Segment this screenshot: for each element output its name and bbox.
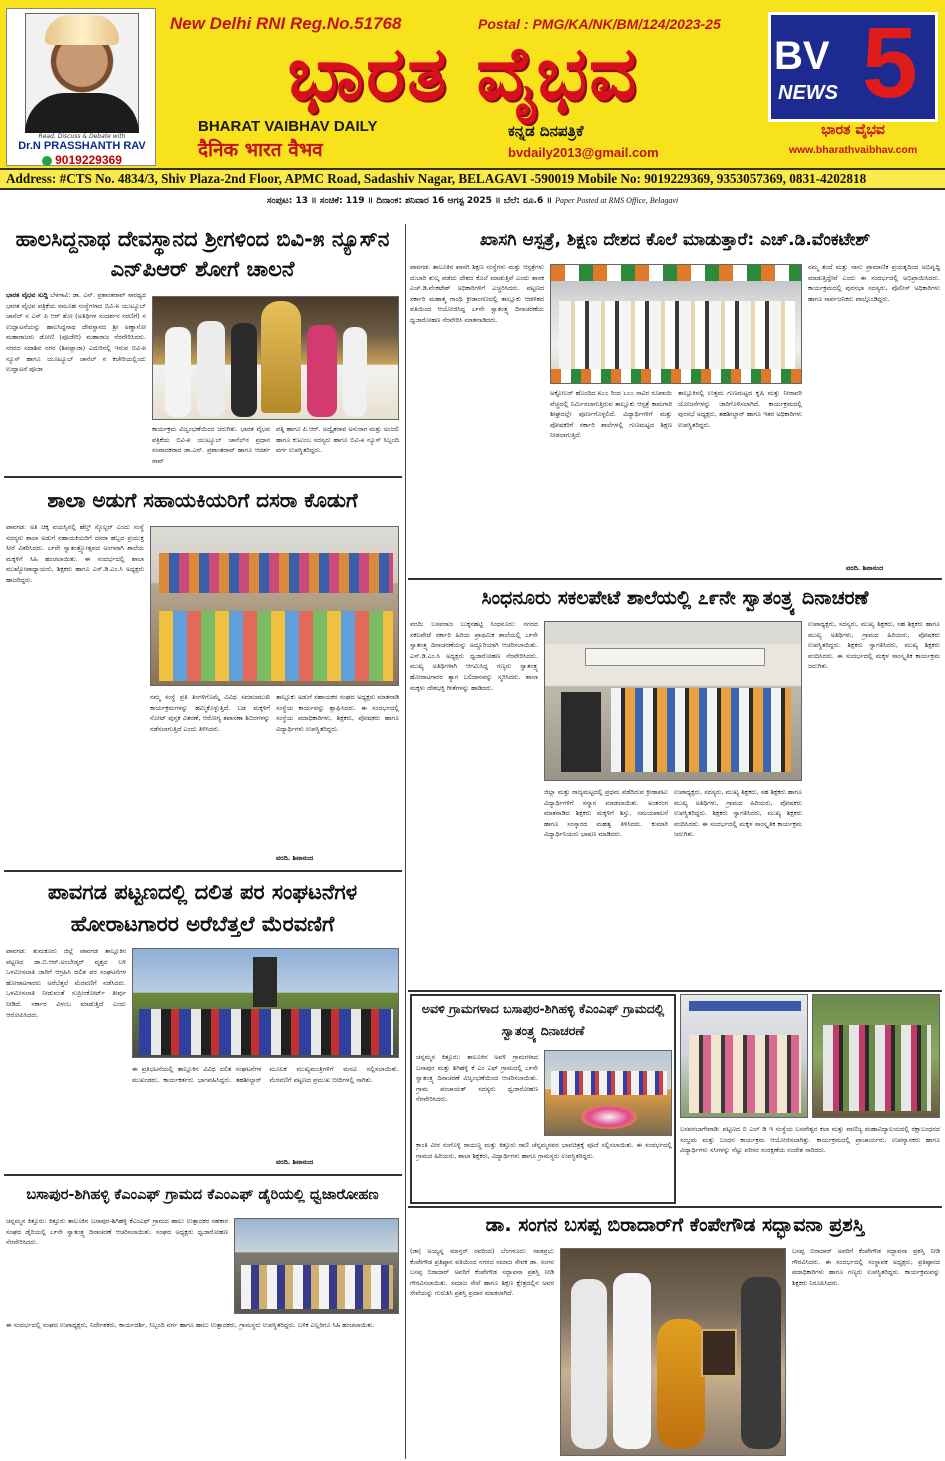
article-column: ತಾಲ್ಲೂಕಿನಲ್ಲಿ ಉತ್ತಮ ಗುಣಮಟ್ಟದ ಕೃಷಿ ಮತ್ತು ನೀರಾವರಿ ಯೋಜನೆಗಳನ್ನು ಜಾರಿಗೊಳಿಸಲಾಗಿದೆ. ಕಾರ್ಯಕ್ರಮದಲ್ಲಿ ಪುರಸಭೆ ಅಧ್ಯಕ್ಷರು, ತಹಶೀಲ್ದಾರ್ ಹಾಗೂ ಇತರ ಅಧಿಕಾರಿಗಳು ಉಪಸ್ಥಿತರಿದ್ದರು. xyxy=(678,389,802,429)
masthead xyxy=(0,0,945,168)
article-byline: ವರದಿ. ಶಿವಾನಂದ xyxy=(276,854,314,862)
article-text: ಉಪಾಧ್ಯಕ್ಷರು, ಸದಸ್ಯರು, ಮುಖ್ಯ ಶಿಕ್ಷಕರು, ಸಹ ಶಿಕ್ಷಕರು ಹಾಗೂ ಮುಖ್ಯ ಅತಿಥಿಗಳು, ಗ್ರಾಮದ ಹಿರಿಯರು, ಪೋಷಕರು ಉಪಸ್ಥಿತರಿದ್ದರು. ಶಿಕ್ಷಕರು ಸ್ವಾಗತಿಸಿದರು, ಮುಖ್ಯ ಶಿಕ್ಷಕರು ವಂದಿಸಿದರು. ಈ ಸಂದರ್ಭದಲ್ಲಿ ಮಕ್ಕಳ ಸಾಂಸ್ಕೃತಿಕ ಕಾರ್ಯಕ್ರಮ ಜರುಗಿತು. xyxy=(808,620,940,671)
article-column: ಚನ್ನಮ್ಮನ ಕಿತ್ತೂರು: ಕಿತ್ತೂರು ತಾಲೂಕಿನ ಬಸಾಪುರ-ಶಿಗಿಹಳ್ಳಿ ಕೆಎಂಎಫ್ ಗ್ರಾಮದ ಹಾಲು ಉತ್ಪಾದಕರ ಸಹಕಾರ ಸಂಘದ ಡೈರಿಯಲ್ಲಿ ೭೯ನೇ ಸ್ವಾತಂತ್ರ್ಯ ದಿನಾಚರಣೆ ಆಚರಿಸಲಾಯಿತು. ಸಂಘದ ಅಧ್ಯಕ್ಷರು ಧ್ವಜಾರೋಹಣ ನೆರವೇರಿಸಿದರು. xyxy=(6,1217,228,1247)
article-photo xyxy=(234,1218,399,1314)
article-headline: ಪಾವಗಡ ಪಟ್ಟಣದಲ್ಲಿ ದಲಿತ ಪರ ಸಂಘಟನೆಗಳ ಹೋರಾಟಗಾರರ ಅರೆಬೆತ್ತಲೆ ಮೆರವಣಿಗೆ xyxy=(47,880,358,936)
issue-line xyxy=(0,196,945,206)
issue-details: ಸಂಪುಟ: 13 ॥ ಸಂಚಿಕೆ: 119 ॥ ದಿನಾಂಕ: ಶನಿವಾರ 16 ಆಗಸ್ಟ 2025 ॥ ಬೆಲೆ: ರೂ.6 ॥ xyxy=(266,196,552,206)
article-column: ತಾಲ್ಲೂಕು ಅಡುಗೆ ಸಹಾಯಕರ ಸಂಘದ ಅಧ್ಯಕ್ಷರು ಮಾತನಾಡಿ ಸಂಸ್ಥೆಯ ಕಾರ್ಯವನ್ನು ಶ್ಲಾಘಿಸಿದರು. ಈ ಸಂದರ್ಭದಲ್ಲಿ ಸಂಸ್ಥೆಯ ಪದಾಧಿಕಾರಿಗಳು, ಶಿಕ್ಷಕರು, ಪೋಷಕರು ಹಾಗೂ ವಿದ್ಯಾರ್ಥಿಗಳು ಉಪಸ್ಥಿತರಿದ್ದರು. xyxy=(276,693,399,733)
article-column xyxy=(808,619,940,987)
rni-number: New Delhi RNI Reg.No.51768 xyxy=(170,14,402,33)
article-column: (ಡಾ| ಅಯ್ಯನ್ನ ಮಾಸ್ತರ್ ರವರಿಂದ) ಬೆಂಗಳೂರು: ನಾಡಪ್ರಭು ಕೆಂಪೇಗೌಡ ಪ್ರತಿಷ್ಠಾನ ವತಿಯಿಂದ ನಗರದ ಸಮಾಜ ಸೇವಕ ಡಾ. ಸಂಗನ ಬಸಪ್ಪ ಬಿರಾದಾರ್ ಅವರಿಗೆ ಕೆಂಪೇಗೌಡ ಸದ್ಭಾವನಾ ಪ್ರಶಸ್ತಿ ನೀಡಿ ಗೌರವಿಸಲಾಯಿತು. ಸಮಾಜ ಸೇವೆ ಹಾಗೂ ಶಿಕ್ಷಣ ಕ್ಷೇತ್ರದಲ್ಲಿನ ಅವರ ಸೇವೆಯನ್ನು ಗುರುತಿಸಿ ಪ್ರಶಸ್ತಿ ಪ್ರದಾನ ಮಾಡಲಾಗಿದೆ. xyxy=(410,1247,554,1298)
editor-portrait xyxy=(6,8,156,166)
address-bar: Address: #CTS No. 4834/3, Shiv Plaza-2nd Floor, APMC Road, Sadashiv Nagar, BELAGAVI -590019 Mobile No: 9019229369, 9353057369, 0831-4202818 xyxy=(0,168,945,190)
article-column: ವರದಿ: ಬಸವರಾಜ ಬುಕ್ಕನಹಟ್ಟಿ ಸಿಂಧನೂರು: ನಗರದ ಸಕಲಪೇಟೆ ಸರ್ಕಾರಿ ಹಿರಿಯ ಪ್ರಾಥಮಿಕ ಶಾಲೆಯಲ್ಲಿ ೭೯ನೇ ಸ್ವಾತಂತ್ರ್ಯ ದಿನಾಚರಣೆಯನ್ನು ಅದ್ದೂರಿಯಾಗಿ ಆಚರಿಸಲಾಯಿತು. ಎಸ್.ಡಿ.ಎಂ.ಸಿ ಅಧ್ಯಕ್ಷರು ಧ್ವಜಾರೋಹಣ ನೆರವೇರಿಸಿದರು. ಮುಖ್ಯ ಅತಿಥಿಗಳಾಗಿ ಆಗಮಿಸಿದ್ದ ಗಣ್ಯರು ಸ್ವಾತಂತ್ರ್ಯ ಹೋರಾಟಗಾರರ ತ್ಯಾಗ ಬಲಿದಾನವನ್ನು ಸ್ಮರಿಸಿದರು. ಶಾಲಾ ಮಕ್ಕಳು ದೇಶಭಕ್ತಿ ಗೀತೆಗಳನ್ನು ಹಾಡಿದರು. xyxy=(410,620,538,692)
article-column: ನಮ್ಮ ತಂದೆ ಮತ್ತು ನಾನು ಪ್ರಾಮಾಣಿಕ ಪ್ರಯತ್ನದಿಂದ ಅಭಿವೃದ್ಧಿ ಮಾಡುತ್ತಿದ್ದೇವೆ ಎಂದು ಈ ಸಂದರ್ಭದಲ್ಲಿ ಅಭಿಪ್ರಾಯಿಸಿದರು. ಕಾರ್ಯಕ್ರಮದಲ್ಲಿ ಪುರಸಭಾ ಸದಸ್ಯರು, ಪೊಲೀಸ್ ಅಧಿಕಾರಿಗಳು ಹಾಗೂ ಸಾರ್ವಜನಿಕರು ಪಾಲ್ಗೊಂಡಿದ್ದರು. xyxy=(808,263,940,303)
article-headline: ಸಿಂಧನೂರು ಸಕಲಪೇಟೆ ಶಾಲೆಯಲ್ಲಿ ೭೯ನೇ ಸ್ವಾತಂತ್ರ್ಯ ದಿನಾಚರಣೆ xyxy=(481,587,869,609)
column-divider xyxy=(405,224,406,1459)
article-column: ಉಪಾಧ್ಯಕ್ಷರು, ಸದಸ್ಯರು, ಮುಖ್ಯ ಶಿಕ್ಷಕರು, ಸಹ ಶಿಕ್ಷಕರು ಹಾಗೂ ಮುಖ್ಯ ಅತಿಥಿಗಳು, ಗ್ರಾಮದ ಹಿರಿಯರು, ಪೋಷಕರು ಉಪಸ್ಥಿತರಿದ್ದರು. ಶಿಕ್ಷಕರು ಸ್ವಾಗತಿಸಿದರು, ಮುಖ್ಯ ಶಿಕ್ಷಕರು ವಂದಿಸಿದರು. ಈ ಸಂದರ್ಭದಲ್ಲಿ ಮಕ್ಕಳ ಸಾಂಸ್ಕೃತಿಕ ಕಾರ್ಯಕ್ರಮ ಜರುಗಿತು. xyxy=(674,788,802,839)
bv5-logo-five: 5 xyxy=(862,7,918,119)
article-column xyxy=(6,290,146,420)
article-column: ನಮ್ಮ ಸಂಸ್ಥೆ ಪ್ರತಿ ತಿಂಗಳಿಗೊಮ್ಮೆ ವಿವಿಧ ಸಮಾಜಮುಖಿ ಕಾರ್ಯಕ್ರಮಗಳನ್ನು ಹಮ್ಮಿಕೊಳ್ಳುತ್ತಿದೆ. ಬಡ ಮಕ್ಕಳಿಗೆ ನೋಟ್ ಪುಸ್ತಕ ವಿತರಣೆ, ಆರೋಗ್ಯ ತಪಾಸಣಾ ಶಿಬಿರಗಳನ್ನು ನಡೆಸಲಾಗುತ್ತಿದೆ ಎಂದು ತಿಳಿಸಿದರು. xyxy=(150,693,270,733)
article-photo xyxy=(560,1248,786,1456)
article-kempegowda-award xyxy=(410,1210,940,1459)
article-column: ಬಸವನಬಾಗೇವಾಡಿ: ಪಟ್ಟಣದ ಬಿ ಎಲ್ ಡಿ ಇ ಸಂಸ್ಥೆಯ ಬಸವೇಶ್ವರ ಕಲಾ ಮತ್ತು ವಾಣಿಜ್ಯ ಮಹಾವಿದ್ಯಾಲಯದಲ್ಲಿ ರಕ್ಷಾಬಂಧನದ ಸಂಭ್ರಮ ಮತ್ತು ಬಂಧನ ಕಾರ್ಯಕ್ರಮ ಆಯೋಜಿಸಲಾಗಿತ್ತು. ಕಾರ್ಯಕ್ರಮದಲ್ಲಿ ಪ್ರಾಚಾರ್ಯರು, ಉಪನ್ಯಾಸಕರು ಹಾಗೂ ವಿದ್ಯಾರ್ಥಿಗಳು ಸಸಿಗಳನ್ನು ನೆಟ್ಟು ಪರಿಸರ ಸಂರಕ್ಷಣೆಯ ಸಂದೇಶ ಸಾರಿದರು. xyxy=(680,1125,940,1155)
portrait-tagline: Read, Discuss & Debate with xyxy=(38,133,126,140)
contact-email[interactable]: bvdaily2013@gmail.com xyxy=(508,145,659,160)
posted-note: Paper Posted at RMS Office, Belagavi xyxy=(555,196,679,205)
article-column: ಜಿಲ್ಲಾ ಮತ್ತು ರಾಜ್ಯಮಟ್ಟದಲ್ಲಿ ಪ್ರಥಮ ಪಡೆದಿರುವ ಕ್ರೀಡಾಪಟು ವಿದ್ಯಾರ್ಥಿಗಳಿಗೆ ಸನ್ಮಾನ ಮಾಡಲಾಯಿತು. ಅಂತರಂಗ ಮಾತನಾಡಿದ ಶಿಕ್ಷಕರು ಮಕ್ಕಳಿಗೆ ಶಿಸ್ತು, ಸಮಯಪಾಲನೆ ಹಾಗೂ ಸಂಸ್ಕಾರದ ಮಹತ್ವ ತಿಳಿಸಿದರು. ಕುಮಾರಿ ವಿದ್ಯಾರ್ಥಿನಿಯರು ಭಾಷಣ ಮಾಡಿದರು. xyxy=(544,788,668,839)
article-lead: ಭಾರತ ವೈಭವ ಸುದ್ದಿ xyxy=(6,291,48,299)
section-divider xyxy=(408,990,942,992)
article-column: ಪಾವಗಡ: ತುಮಕೂರು ಜಿಲ್ಲೆ ಪಾವಗಡ ತಾಲ್ಲೂಕಿನ ಪಟ್ಟಣದ ಡಾ.ಬಿ.ಆರ್.ಅಂಬೇಡ್ಕರ್ ವೃತ್ತದ ಬಳಿ ಒಳಮೀಸಲಾತಿ ಜಾರಿಗೆ ಆಗ್ರಹಿಸಿ ದಲಿತ ಪರ ಸಂಘಟನೆಗಳ ಹೋರಾಟಗಾರರು ಅರೆಬೆತ್ತಲೆ ಮೆರವಣಿಗೆ ನಡೆಸಿದರು. ಒಳಮೀಸಲಾತಿ ನೀಡುವಂತೆ ಸುಪ್ರೀಂಕೋರ್ಟ್ ತೀರ್ಪು ನೀಡಿದೆ. ಸರ್ಕಾರ ವಿಳಂಬ ಮಾಡುತ್ತಿದೆ ಎಂದು ಆರೋಪಿಸಿದರು. xyxy=(6,947,126,1019)
article-sindhanur-school xyxy=(410,583,940,990)
article-photo xyxy=(544,621,802,781)
website-link[interactable]: www.bharathvaibhav.com xyxy=(788,144,918,156)
article-photo xyxy=(544,1050,672,1136)
turban-graphic xyxy=(45,15,119,45)
article-headline: ಬಸಾಪುರ-ಶಿಗಿಹಳ್ಳಿ ಕೆಎಂಎಫ್ ಗ್ರಾಮದ ಕೆಎಂಎಫ್ ಡೈರಿಯಲ್ಲಿ ಧ್ವಜಾರೋಹಣ xyxy=(26,1187,379,1203)
editor-phone xyxy=(7,153,157,167)
article-photo xyxy=(132,948,399,1058)
article-headline: ಡಾ. ಸಂಗನ ಬಸಪ್ಪ ಬಿರಾದಾರ್‌ಗೆ ಕೆಂಪೇಗೌಡ ಸದ್ಭಾವನಾ ಪ್ರಶಸ್ತಿ xyxy=(485,1214,865,1236)
article-halasiddhanatha xyxy=(6,224,399,474)
bv5-logo-kannada: ಭಾರತ ವೈಭವ xyxy=(821,122,885,138)
article-headline: ಖಾಸಗಿ ಆಸ್ಪತ್ರೆ, ಶಿಕ್ಷಣ ದೇಶದ ಕೊಲೆ ಮಾಡುತ್ತಾರೆ: ಎಚ್.ಡಿ.ವೆಂಕಟೇಶ್ xyxy=(479,230,871,250)
kannada-daily-label: ಕನ್ನಡ ದಿನಪತ್ರಿಕೆ xyxy=(508,122,584,140)
article-twin-villages xyxy=(410,994,676,1204)
bv5-news-logo xyxy=(768,7,938,158)
article-byline: ವರದಿ. ಶಿವಾನಂದ xyxy=(276,1158,314,1166)
postal-registration: Postal : PMG/KA/NK/BM/124/2023-25 xyxy=(478,16,721,32)
article-tree-planting xyxy=(680,994,940,1204)
bv5-logo-news: NEWS xyxy=(778,82,838,104)
article-column: ಪಾವಗಡ: ತಾಲೂಕಿನ ಖಾಸಗಿ ಶಿಕ್ಷಣ ಸಂಸ್ಥೆಗಳು ಮತ್ತು ಆಸ್ಪತ್ರೆಗಳು ದುಬಾರಿ ಶುಲ್ಕ ಪಡೆದು ದೇಶದ ಕೊಲೆ ಮಾಡುತ್ತಿವೆ ಎಂದು ಶಾಸಕ ಎಚ್.ಡಿ.ವೆಂಕಟೇಶ್ ಅಧಿಕಾರಿಗಳಿಗೆ ಎಚ್ಚರಿಸಿದರು. ಪಟ್ಟಣದ ಸರ್ಕಾರಿ ಮಹಾತ್ಮ ಗಾಂಧಿ ಕ್ರೀಡಾಂಗಣದಲ್ಲಿ ತಾಲ್ಲೂಕು ಆಡಳಿತದ ವತಿಯಿಂದ ಆಯೋಜಿಸಿದ್ದ ೭೯ನೇ ಸ್ವಾತಂತ್ರ್ಯ ದಿನಾಚರಣೆಯ ಧ್ವಜಾರೋಹಣ ನೆರವೇರಿಸಿ ಮಾತನಾಡಿದರು. xyxy=(410,263,544,324)
editor-phone-number: 9019229369 xyxy=(55,153,122,167)
article-column: ಚನ್ನಮ್ಮನ ಕಿತ್ತೂರು: ತಾಲೂಕಿನ ಅವಳಿ ಗ್ರಾಮಗಳಾದ ಬಸಾಪುರ ಮತ್ತು ಶಿಗಿಹಳ್ಳಿ ಕೆ ಎಂ ಎಫ್ ಗ್ರಾಮದಲ್ಲಿ ೭೯ನೇ ಸ್ವಾತಂತ್ರ್ಯ ದಿನಾಚರಣೆ ವಿಜೃಂಭಣೆಯಿಂದ ಆಚರಿಸಲಾಯಿತು. ಗ್ರಾಮ ಪಂಚಾಯತ್ ಸದಸ್ಯರು ಧ್ವಜಾರೋಹಣ ನೆರವೇರಿಸಿದರು. xyxy=(416,1053,538,1104)
article-headline: ಹಾಲಸಿದ್ದನಾಥ ದೇವಸ್ಥಾನದ ಶ್ರೀಗಳಿಂದ ಬಿವಿ-೫ ನ್ಯೂಸ್‌ನ ಎನ್‌ಪಿಆರ್ ಶೋಗೆ ಚಾಲನೆ xyxy=(15,227,390,281)
article-photo xyxy=(680,994,808,1118)
article-column: ಕಾರ್ಯಕ್ರಮ ವಿಜೃಂಭಣೆಯಿಂದ ಜರುಗಿತು. ಭಾರತ ವೈಭವ ಪತ್ರಿಕೆಯ ಬಿವಿ-೫ ಯುಟ್ಯೂಬ್ ಚಾನೆಲ್‌ನ ಪ್ರಧಾನ ಸಂಪಾದಕರಾದ ಡಾ.ಎನ್. ಪ್ರಶಾಂತರಾವ್ ಹಾಗೂ ಆದರ್ಶ ರಾವ್ xyxy=(152,425,270,465)
article-column: ಅಕ್ಟೋಬರ್ ಹೊಂದಿದ ೫೦೦ ರಿಂದ ೬೦೦ ಸಾವಿರ ರೂಪಾಯಿ ವೆಚ್ಚದಲ್ಲಿ ನಿರ್ಮಿಸಲಾಗುತ್ತಿರುವ ತಾಲ್ಲೂಕು ಆಸ್ಪತ್ರೆ ಕಾಮಗಾರಿ ಶೀಘ್ರದಲ್ಲೇ ಪೂರ್ಣಗೊಳ್ಳಲಿದೆ. ವಿದ್ಯಾರ್ಥಿಗಳಿಗೆ ಮತ್ತು ಪೋಷಕರಿಗೆ ಸರ್ಕಾರಿ ಶಾಲೆಗಳಲ್ಲಿ ಗುಣಮಟ್ಟದ ಶಿಕ್ಷಣ ನೀಡಲಾಗುತ್ತಿದೆ. xyxy=(550,389,672,440)
bv5-logo-bv: BV xyxy=(774,34,830,78)
article-text: ಬೆಳಗಾವಿ: ಡಾ. ಎನ್. ಪ್ರಶಾಂತರಾವ್ ಸಾರಥ್ಯದ ಭಾರತ ವೈಭವ ಪತ್ರಿಕೆಯ ಸಮೂಹ ಸಂಸ್ಥೆಗಳಾದ ಬಿವಿ-೫ ಯುಟ್ಯೂಬ್ ಚಾನೆಲ್ ನ ಎನ್ ಪಿ ಆರ್ ಶೋ (ಅತಿಥಿಗಳ ಸಂದರ್ಶನ ಸರಣಿಗೆ) ನ ಉದ್ಘಾಟನೆಯನ್ನು ಹಾಲಸಿದ್ಧನಾಥ ದೇವಸ್ಥಾನದ ಶ್ರೀ ಅಣ್ಣಾಸೋ ಮಹಾರಾಜರು ಡೋಣಿ (ಪೂಜೇರಿ) ಮಹಾರಾಜ ನೆರವೇರಿಸಿದರು. ನಗರದ ಸದಾಶಿವ ನಗರ (ಶಿವಪ್ಲಾಜಾ) ಎದುರಿನಲ್ಲಿ ಇರುವ ಬಿವಿ-೫ ನ್ಯೂಸ್ ಹಾಗೂ ಯೂಟ್ಯೂಬ್ ಚಾನೆಲ್ ನ ಕಚೇರಿಯಲ್ಲಿಂದು ಉದ್ಘಾಟನೆ ಪೂಜಾ xyxy=(6,291,146,374)
article-private-hospital xyxy=(410,224,940,578)
newspaper-title-hindi: दैनिक भारत वैभव xyxy=(198,139,323,161)
article-column: ಪಾವಗಡ: ಅತಿ ಚಿಕ್ಕ ವಯಸ್ಸಿನಲ್ಲಿ ಹೆಲ್ತ್ ಸ್ಕೊಲ್ಟರ್ ಎಂದು ಸಂಸ್ಥೆ ಸದಸ್ಯರು ಶಾಲಾ ಅಡುಗೆ ಸಹಾಯಕಿಯರಿಗೆ ದಸರಾ ಹಬ್ಬದ ಪ್ರಯುಕ್ತ ಸೀರೆ ವಿತರಿಸಿದರು. ೭೯ನೇ ಸ್ವಾತಂತ್ರ್ಯೋತ್ಸವದ ಅಂಗವಾಗಿ ಶಾಲೆಯ ಮಕ್ಕಳಿಗೆ ಸಿಹಿ ಹಂಚಲಾಯಿತು. ಈ ಸಂದರ್ಭದಲ್ಲಿ ಶಾಲಾ ಮುಖ್ಯೋಪಾಧ್ಯಾಯರು, ಶಿಕ್ಷಕರು ಹಾಗೂ ಎಸ್.ಡಿ.ಎಂ.ಸಿ ಅಧ್ಯಕ್ಷರು ಹಾಜರಿದ್ದರು. xyxy=(6,523,144,584)
newspaper-title-english: BHARAT VAIBHAV DAILY xyxy=(198,118,378,135)
section-divider xyxy=(408,578,942,580)
article-photo xyxy=(150,526,399,686)
article-headline: ಶಾಲಾ ಅಡುಗೆ ಸಹಾಯಕಿಯರಿಗೆ ದಸರಾ ಕೊಡುಗೆ xyxy=(47,488,358,512)
article-photo xyxy=(550,264,802,384)
article-dasara-gift xyxy=(6,482,399,867)
article-photo xyxy=(152,296,399,420)
section-divider xyxy=(408,1206,942,1208)
article-column: ಈ ಸಂದರ್ಭದಲ್ಲಿ ಸಂಘದ ಉಪಾಧ್ಯಕ್ಷರು, ನಿರ್ದೇಶಕರು, ಕಾರ್ಯದರ್ಶಿ, ಸಿಬ್ಬಂದಿ ವರ್ಗ ಹಾಗೂ ಹಾಲು ಉತ್ಪಾದಕರು, ಗ್ರಾಮಸ್ಥರು ಉಪಸ್ಥಿತರಿದ್ದರು. ಬಳಿಕ ಎಲ್ಲರಿಗೂ ಸಿಹಿ ಹಂಚಲಾಯಿತು. xyxy=(6,1321,375,1329)
section-divider xyxy=(4,476,402,478)
article-column: ಈ ಪ್ರತಿಭಟನೆಯಲ್ಲಿ ತಾಲ್ಲೂಕಿನ ವಿವಿಧ ದಲಿತ ಸಂಘಟನೆಗಳ ಮುಖಂಡರು, ಕಾರ್ಯಕರ್ತರು ಭಾಗವಹಿಸಿದ್ದರು. ತಹಶೀಲ್ದಾರ್ ಮೂಲಕ ಮುಖ್ಯಮಂತ್ರಿಗಳಿಗೆ ಮನವಿ ಸಲ್ಲಿಸಲಾಯಿತು. ಮೆರವಣಿಗೆ ಪಟ್ಟಣದ ಪ್ರಮುಖ ಬೀದಿಗಳಲ್ಲಿ ಸಾಗಿತು. xyxy=(132,1065,399,1084)
whatsapp-icon xyxy=(42,156,52,166)
section-divider xyxy=(4,870,402,872)
newspaper-title-kannada: ಭಾರತ ವೈಭವ xyxy=(287,31,639,117)
section-divider xyxy=(4,1174,402,1176)
editor-name: Dr.N PRASSHANTH RAV xyxy=(18,140,146,152)
article-column: ಕ್ರಾಂತಿ ವೀರ ಸಂಗೊಳ್ಳಿ ರಾಯಣ್ಣ ಮತ್ತು ಕಿತ್ತೂರು ರಾಣಿ ಚೆನ್ನಮ್ಮನವರ ಭಾವಚಿತ್ರಕ್ಕೆ ಪೂಜೆ ಸಲ್ಲಿಸಲಾಯಿತು. ಈ ಸಂದರ್ಭದಲ್ಲಿ ಗ್ರಾಮದ ಹಿರಿಯರು, ಶಾಲಾ ಶಿಕ್ಷಕರು, ವಿದ್ಯಾರ್ಥಿಗಳು ಹಾಗೂ ಗ್ರಾಮಸ್ಥರು ಉಪಸ್ಥಿತರಿದ್ದರು. xyxy=(416,1141,672,1160)
article-photo xyxy=(812,994,940,1118)
article-basapura-dairy xyxy=(6,1180,399,1459)
article-headline: ಅವಳಿ ಗ್ರಾಮಗಳಾದ ಬಸಾಪುರ-ಶಿಗಿಹಳ್ಳಿ ಕೆಎಂಎಫ್ ಗ್ರಾಮದಲ್ಲಿ ಸ್ವಾತಂತ್ರ್ಯ ದಿನಾಚರಣೆ xyxy=(421,1001,665,1038)
article-column: ಬಸಪ್ಪ ಬಿರಾದಾರ್ ಅವರಿಗೆ ಕೆಂಪೇಗೌಡ ಸದ್ಭಾವನಾ ಪ್ರಶಸ್ತಿ ನೀಡಿ ಗೌರವಿಸಿದರು. ಈ ಸಂದರ್ಭದಲ್ಲಿ ಸಂಸ್ಥಾಪಕ ಅಧ್ಯಕ್ಷರು, ಪ್ರತಿಷ್ಠಾನದ ಪದಾಧಿಕಾರಿಗಳು ಹಾಗೂ ಗಣ್ಯರು ಉಪಸ್ಥಿತರಿದ್ದರು. ಕಾರ್ಯಕ್ರಮವನ್ನು ಶಿಕ್ಷಕರು ನಿರೂಪಿಸಿದರು. xyxy=(792,1247,940,1287)
article-pavagada-protest xyxy=(6,876,399,1172)
article-byline: ವರದಿ. ಶಿವಾನಂದ xyxy=(846,564,884,572)
article-column: ಪತ್ನಿ ಹಾಗೂ ಪಿ.ಆರ್. ಅದ್ವೈತರಾವ ಅನುರಾಗ ಮತ್ತು ಅಂಜಲಿ ಹಾಗೂ ಕುಟುಂಬ ಸದಸ್ಯರು ಹಾಗೂ ಬಿವಿ-೫ ನ್ಯೂಸ್ ಸಿಬ್ಬಂದಿ ವರ್ಗ ಉಪಸ್ಥಿತರಿದ್ದರು. xyxy=(276,425,399,455)
